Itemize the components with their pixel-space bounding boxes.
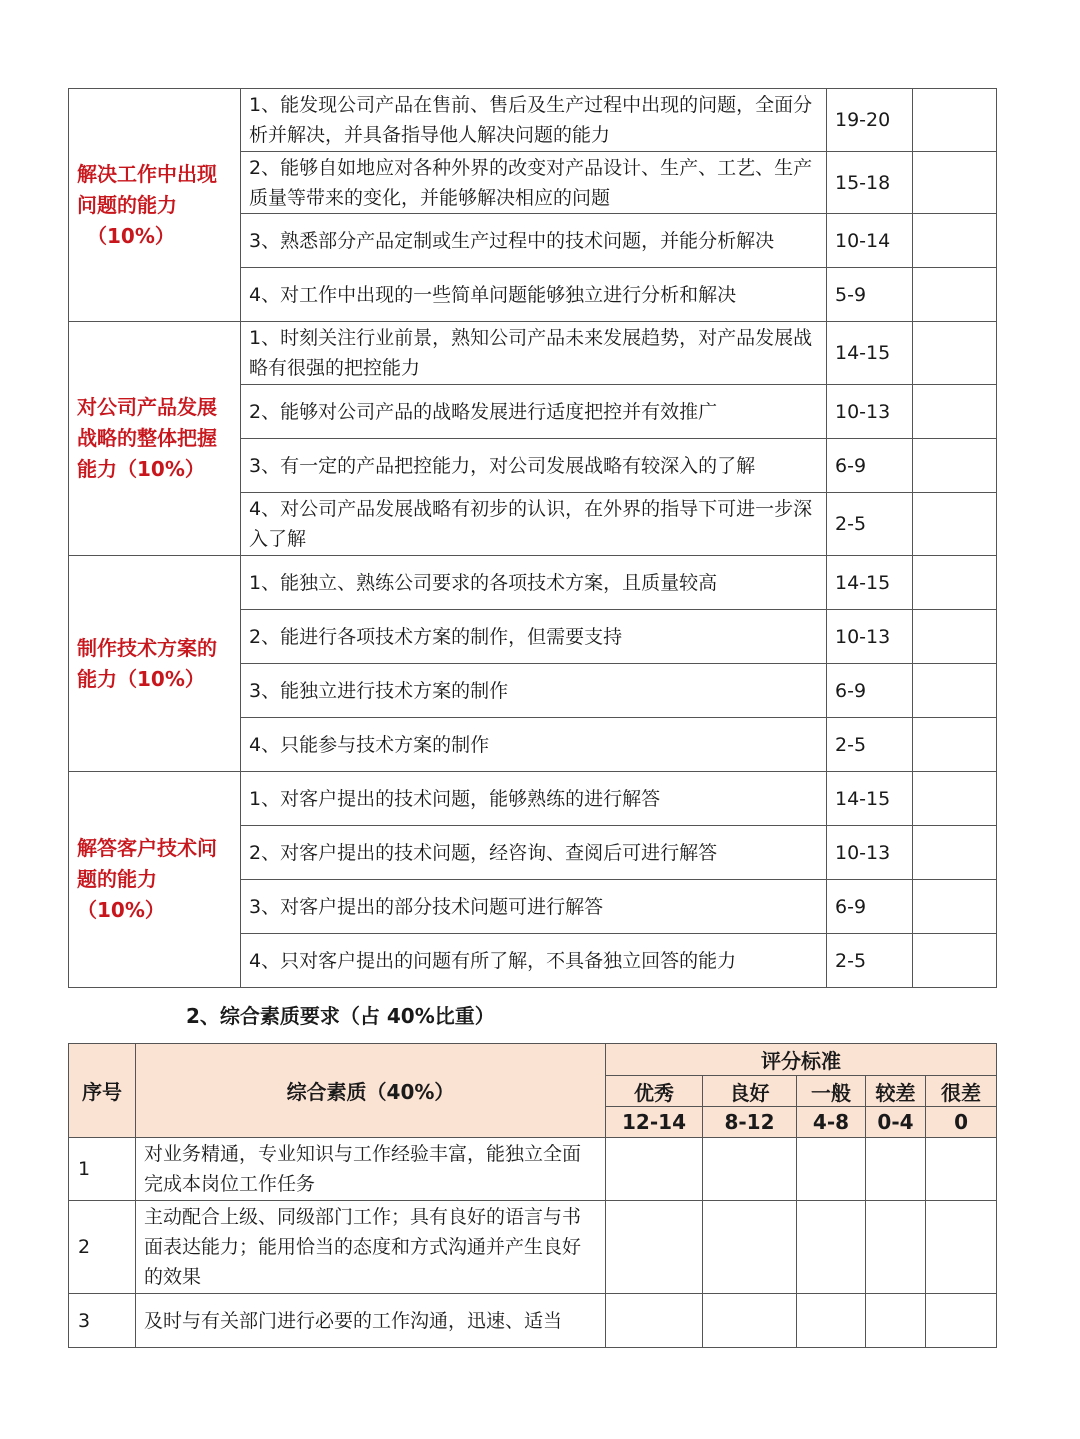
level-score: 10-13 — [827, 610, 913, 664]
rating-cell[interactable] — [866, 1138, 926, 1201]
quality-description: 对业务精通，专业知识与工作经验丰富，能独立全面完成本岗位工作任务 — [136, 1138, 606, 1201]
column-header-standard: 评分标准 — [606, 1044, 997, 1076]
rating-cell[interactable] — [866, 1294, 926, 1348]
rating-cell[interactable] — [926, 1201, 997, 1294]
rating-cell[interactable] — [913, 322, 997, 385]
grade-header: 一般 — [797, 1076, 866, 1107]
table-row — [69, 772, 997, 826]
grade-header: 优秀 — [606, 1076, 703, 1107]
grade-header: 较差 — [866, 1076, 926, 1107]
level-score: 5-9 — [827, 268, 913, 322]
quality-description: 及时与有关部门进行必要的工作沟通，迅速、适当 — [136, 1294, 606, 1348]
header-row — [69, 1044, 997, 1076]
rating-cell[interactable] — [926, 1138, 997, 1201]
level-description: 4、对工作中出现的一些简单问题能够独立进行分析和解决 — [241, 268, 827, 322]
quality-description: 主动配合上级、同级部门工作；具有良好的语言与书面表达能力；能用恰当的态度和方式沟通并产生良好的效果 — [136, 1201, 606, 1294]
category-percent: （10%） — [87, 223, 175, 248]
quality-table — [68, 1043, 997, 1348]
row-number: 2 — [69, 1201, 136, 1294]
level-description: 2、能够对公司产品的战略发展进行适度把控并有效推广 — [241, 385, 827, 439]
level-description: 3、有一定的产品把控能力，对公司发展战略有较深入的了解 — [241, 439, 827, 493]
level-score: 14-15 — [827, 556, 913, 610]
rating-cell[interactable] — [913, 152, 997, 214]
level-description: 1、能发现公司产品在售前、售后及生产过程中出现的问题，全面分析并解决，并具备指导他人解决问题的能力 — [241, 89, 827, 152]
row-number: 1 — [69, 1138, 136, 1201]
rating-cell[interactable] — [703, 1138, 797, 1201]
rating-cell[interactable] — [913, 214, 997, 268]
level-description: 3、熟悉部分产品定制或生产过程中的技术问题，并能分析解决 — [241, 214, 827, 268]
level-description: 2、对客户提出的技术问题，经咨询、查阅后可进行解答 — [241, 826, 827, 880]
grade-range: 12-14 — [606, 1107, 703, 1138]
level-score: 19-20 — [827, 89, 913, 152]
table-row — [69, 322, 997, 385]
grade-range: 0 — [926, 1107, 997, 1138]
rating-cell[interactable] — [913, 664, 997, 718]
level-description: 4、只能参与技术方案的制作 — [241, 718, 827, 772]
row-number: 3 — [69, 1294, 136, 1348]
level-description: 3、对客户提出的部分技术问题可进行解答 — [241, 880, 827, 934]
rating-cell[interactable] — [926, 1294, 997, 1348]
rating-cell[interactable] — [913, 439, 997, 493]
category-cell — [69, 322, 241, 556]
grade-header: 良好 — [703, 1076, 797, 1107]
level-description: 2、能进行各项技术方案的制作，但需要支持 — [241, 610, 827, 664]
table-row — [69, 89, 997, 152]
level-score: 14-15 — [827, 772, 913, 826]
rating-cell[interactable] — [797, 1294, 866, 1348]
category-label: 制作技术方案的能力（10%） — [77, 635, 217, 691]
level-score: 10-13 — [827, 826, 913, 880]
category-label: 对公司产品发展战略的整体把握能力（10%） — [77, 395, 217, 481]
category-cell — [69, 556, 241, 772]
grade-header: 很差 — [926, 1076, 997, 1107]
rating-cell[interactable] — [797, 1138, 866, 1201]
column-header-no: 序号 — [69, 1044, 136, 1138]
level-score: 2-5 — [827, 718, 913, 772]
rating-cell[interactable] — [703, 1201, 797, 1294]
rating-cell[interactable] — [913, 826, 997, 880]
category-cell — [69, 89, 241, 322]
table-row — [69, 1294, 997, 1348]
rating-cell[interactable] — [913, 772, 997, 826]
table-row — [69, 1138, 997, 1201]
level-description: 2、能够自如地应对各种外界的改变对产品设计、生产、工艺、生产质量等带来的变化，并能够解决相应的问题 — [241, 152, 827, 214]
level-score: 10-14 — [827, 214, 913, 268]
rating-cell[interactable] — [913, 610, 997, 664]
section-title: 2、综合素质要求（占 40%比重） — [186, 1004, 495, 1028]
rating-cell[interactable] — [913, 934, 997, 988]
rating-cell[interactable] — [913, 268, 997, 322]
grade-range: 4-8 — [797, 1107, 866, 1138]
rating-cell[interactable] — [913, 89, 997, 152]
level-score: 2-5 — [827, 934, 913, 988]
column-header-quality: 综合素质（40%） — [136, 1044, 606, 1138]
category-label: 解决工作中出现问题的能力 — [77, 161, 217, 217]
level-description: 3、能独立进行技术方案的制作 — [241, 664, 827, 718]
rating-cell[interactable] — [606, 1138, 703, 1201]
table-row — [69, 1201, 997, 1294]
level-description: 1、时刻关注行业前景，熟知公司产品未来发展趋势，对产品发展战略有很强的把控能力 — [241, 322, 827, 385]
rating-cell[interactable] — [797, 1201, 866, 1294]
level-description: 1、对客户提出的技术问题，能够熟练的进行解答 — [241, 772, 827, 826]
rating-cell[interactable] — [913, 556, 997, 610]
level-score: 2-5 — [827, 493, 913, 556]
rating-cell[interactable] — [606, 1201, 703, 1294]
level-score: 6-9 — [827, 439, 913, 493]
rating-cell[interactable] — [703, 1294, 797, 1348]
rating-cell[interactable] — [913, 880, 997, 934]
level-score: 10-13 — [827, 385, 913, 439]
table-row — [69, 556, 997, 610]
rating-cell[interactable] — [606, 1294, 703, 1348]
level-score: 6-9 — [827, 880, 913, 934]
criteria-table — [68, 88, 997, 988]
grade-range: 0-4 — [866, 1107, 926, 1138]
level-score: 14-15 — [827, 322, 913, 385]
level-score: 15-18 — [827, 152, 913, 214]
category-cell — [69, 772, 241, 988]
level-description: 1、能独立、熟练公司要求的各项技术方案，且质量较高 — [241, 556, 827, 610]
level-description: 4、对公司产品发展战略有初步的认识，在外界的指导下可进一步深入了解 — [241, 493, 827, 556]
rating-cell[interactable] — [866, 1201, 926, 1294]
category-label: 解答客户技术问题的能力（10%） — [77, 836, 217, 922]
rating-cell[interactable] — [913, 385, 997, 439]
level-description: 4、只对客户提出的问题有所了解，不具备独立回答的能力 — [241, 934, 827, 988]
rating-cell[interactable] — [913, 718, 997, 772]
grade-range: 8-12 — [703, 1107, 797, 1138]
level-score: 6-9 — [827, 664, 913, 718]
rating-cell[interactable] — [913, 493, 997, 556]
